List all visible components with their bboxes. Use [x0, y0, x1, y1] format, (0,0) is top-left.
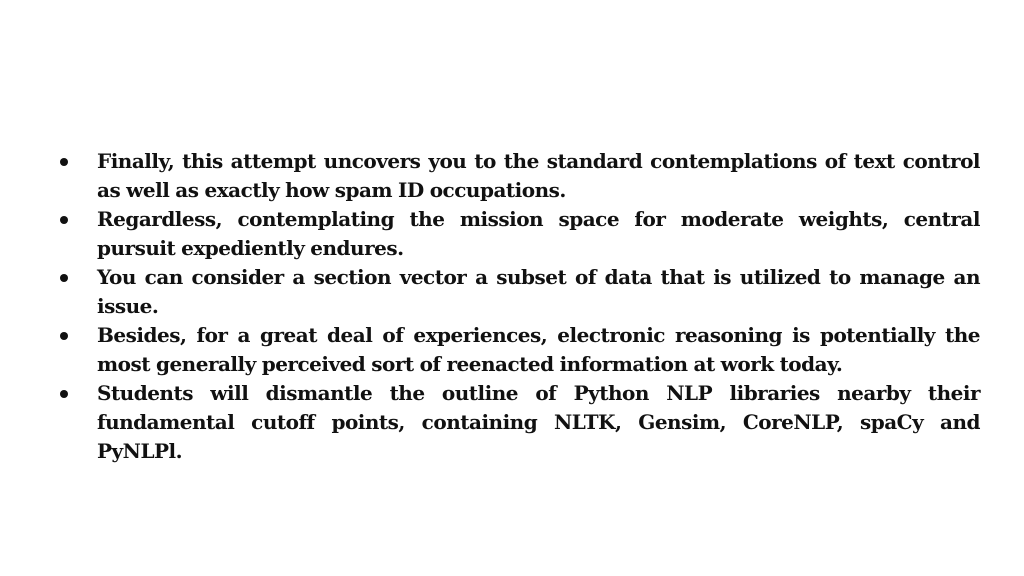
bullet-text: Finally, this attempt uncovers you to the standard contemplations of text control as well as exactly how spam ID occupations.: [97, 149, 980, 202]
bullet-dot-icon: [60, 332, 68, 340]
bullet-dot-icon: [60, 158, 68, 166]
bullet-dot-icon: [60, 216, 68, 224]
bullet-text: Besides, for a great deal of experiences, electronic reasoning is potentially the most generally perceived sort of reenacted information at work today.: [97, 323, 980, 376]
bullet-text: You can consider a section vector a subset of data that is utilized to manage an issue.: [97, 265, 980, 318]
bullet-dot-icon: [60, 274, 68, 282]
bullet-item: [58, 147, 980, 205]
bullet-list: [58, 147, 980, 466]
bullet-text: Students will dismantle the outline of Python NLP libraries nearby their fundamental cutoff points, containing NLTK, Gensim, CoreNLP, spaCy and PyNLPl.: [97, 381, 980, 463]
bullet-item: [58, 263, 980, 321]
bullet-item: [58, 205, 980, 263]
bullet-item: [58, 321, 980, 379]
bullet-dot-icon: [60, 390, 68, 398]
bullet-item: [58, 379, 980, 466]
bullet-text: Regardless, contemplating the mission space for moderate weights, central pursuit expediently endures.: [97, 207, 980, 260]
